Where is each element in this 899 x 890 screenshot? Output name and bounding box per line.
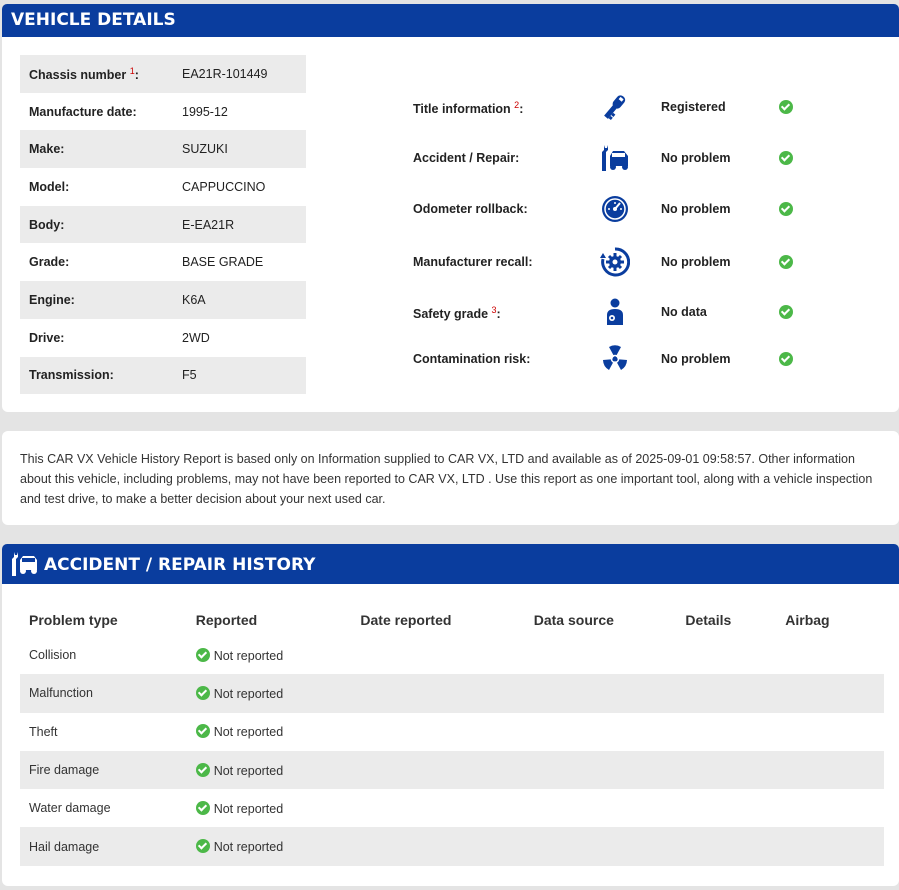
- spec-row: [20, 130, 306, 168]
- disclaimer-text: This CAR VX Vehicle History Report is based only on Information supplied to CAR VX, LTD and available as of 2025-09-01 09:58:57. Other information about this vehicle, including problems, may not have been reported to CAR VX, LTD . Use this report as one important tool, along with a vehicle inspection and test drive, to make a better decision about your next used car.: [20, 452, 873, 506]
- empty-cell: [525, 636, 677, 674]
- status-label-3: Manufacturer recall:: [413, 255, 533, 269]
- status-value: No data: [661, 305, 707, 319]
- spec-value: EA21R-101449: [182, 55, 306, 93]
- table-row: [20, 827, 884, 865]
- column-header: Date reported: [360, 612, 452, 628]
- empty-cell: [525, 674, 677, 712]
- status-value: No problem: [661, 352, 731, 366]
- column-header: Problem type: [29, 612, 118, 628]
- safety-person-icon: [600, 297, 630, 327]
- vehicle-details-card: [2, 4, 899, 412]
- spec-label: [20, 168, 182, 206]
- spec-row: [20, 93, 306, 131]
- footnote-ref[interactable]: 3: [491, 305, 497, 315]
- car-repair-icon: [10, 550, 38, 583]
- column-header: Data source: [533, 612, 614, 628]
- reported-status: Not reported: [187, 674, 352, 712]
- status-label-5: Contamination risk:: [413, 352, 531, 366]
- empty-cell: [351, 827, 524, 865]
- spec-row: [20, 357, 306, 395]
- accident-history-table: [20, 604, 884, 866]
- empty-cell: [776, 789, 884, 827]
- status-label: [413, 151, 519, 165]
- check-icon: [196, 686, 210, 700]
- problem-type: Theft: [29, 724, 58, 739]
- empty-cell: [676, 751, 776, 789]
- column-header: Details: [685, 612, 732, 628]
- spec-label-0: Chassis number: [29, 67, 127, 82]
- empty-cell: [776, 713, 884, 751]
- empty-cell: [776, 751, 884, 789]
- empty-cell: [525, 789, 677, 827]
- table-row: [20, 789, 884, 827]
- check-icon: [196, 839, 210, 853]
- spec-row: [20, 281, 306, 319]
- check-icon: [196, 724, 210, 738]
- reported-status: Not reported: [187, 636, 352, 674]
- status-row: [413, 194, 833, 224]
- empty-cell: [676, 827, 776, 865]
- empty-cell: [525, 827, 677, 865]
- status-label: Title information $^2$:: [413, 100, 524, 117]
- status-row: [413, 344, 833, 374]
- table-row: [20, 713, 884, 751]
- status-value: No problem: [661, 151, 731, 165]
- table-row: [20, 751, 884, 789]
- vehicle-details-title: VEHICLE DETAILS: [11, 10, 176, 30]
- table-row: [20, 636, 884, 674]
- check-icon: [779, 253, 793, 269]
- spec-label: [20, 281, 182, 319]
- reported-status: Not reported: [187, 827, 352, 865]
- check-icon: [196, 648, 210, 662]
- check-icon: [779, 350, 793, 366]
- status-label: [413, 352, 530, 366]
- check-icon: [196, 801, 210, 815]
- check-icon: [779, 200, 793, 216]
- status-row: [413, 297, 833, 327]
- empty-cell: [776, 827, 884, 865]
- table-row: [20, 674, 884, 712]
- spec-label: [20, 319, 182, 357]
- status-row: [413, 143, 833, 173]
- spec-value: 2WD: [182, 330, 210, 345]
- spec-row: [20, 168, 306, 206]
- status-label: Safety grade $^3$:: [413, 305, 501, 322]
- spec-value: CAPPUCCINO: [182, 179, 266, 194]
- empty-cell: [676, 789, 776, 827]
- status-value: No problem: [661, 255, 731, 269]
- empty-cell: [676, 674, 776, 712]
- status-label-0: Title information: [413, 102, 511, 117]
- spec-label-4: Body:: [29, 217, 65, 232]
- status-label: [413, 202, 528, 216]
- empty-cell: [525, 713, 677, 751]
- check-icon: [779, 98, 793, 114]
- check-icon: [779, 303, 793, 319]
- empty-cell: [351, 674, 524, 712]
- problem-type: Water damage: [29, 801, 111, 816]
- empty-cell: [676, 636, 776, 674]
- spec-value: E-EA21R: [182, 206, 306, 244]
- problem-type: Collision: [29, 648, 77, 663]
- footnote-ref[interactable]: 1: [129, 65, 135, 76]
- problem-type: Malfunction: [20, 674, 187, 712]
- status-value: No problem: [661, 202, 731, 216]
- spec-label: [20, 243, 182, 281]
- disclaimer-card: [2, 431, 899, 525]
- status-value: Registered: [661, 100, 726, 114]
- car-repair-icon: [600, 143, 630, 173]
- reported-status: Not reported: [187, 713, 352, 751]
- table-header-row: [20, 604, 884, 636]
- spec-row: [20, 55, 306, 93]
- spec-label-2: Make:: [29, 142, 65, 157]
- key-icon: [600, 92, 630, 122]
- check-icon: [196, 763, 210, 777]
- spec-label-5: Grade:: [29, 255, 70, 270]
- empty-cell: [776, 674, 884, 712]
- status-label-4: Safety grade: [413, 307, 489, 322]
- spec-value: K6A: [182, 281, 306, 319]
- spec-value: F5: [182, 357, 306, 395]
- empty-cell: [351, 636, 524, 674]
- spec-row: [20, 243, 306, 281]
- status-row: [413, 247, 833, 277]
- reported-status: Not reported: [187, 751, 352, 789]
- accident-history-header: [2, 544, 899, 584]
- spec-label-1: Manufacture date:: [29, 104, 137, 119]
- spec-value: BASE GRADE: [182, 255, 264, 270]
- footnote-ref[interactable]: 2: [514, 100, 520, 110]
- spec-label: [20, 206, 182, 244]
- spec-label-6: Engine:: [29, 292, 75, 307]
- accident-history-card: [2, 544, 899, 886]
- empty-cell: [351, 751, 524, 789]
- spec-label-8: Transmission:: [29, 368, 114, 383]
- accident-history-title: ACCIDENT / REPAIR HISTORY: [44, 555, 316, 575]
- status-label-2: Odometer rollback:: [413, 202, 528, 216]
- spec-label-7: Drive:: [29, 330, 65, 345]
- problem-type: Fire damage: [20, 751, 187, 789]
- spec-label-3: Model:: [29, 179, 70, 194]
- column-header: Airbag: [785, 612, 830, 628]
- check-icon: [779, 149, 793, 165]
- spec-value: SUZUKI: [182, 130, 306, 168]
- empty-cell: [351, 713, 524, 751]
- radiation-icon: [600, 344, 630, 374]
- column-header: Reported: [195, 612, 258, 628]
- empty-cell: [676, 713, 776, 751]
- spec-value: 1995-12: [182, 104, 228, 119]
- problem-type: Hail damage: [20, 827, 187, 865]
- recall-gear-icon: [600, 247, 630, 277]
- empty-cell: [525, 751, 677, 789]
- empty-cell: [351, 789, 524, 827]
- status-row: [413, 92, 833, 122]
- status-label-1: Accident / Repair:: [413, 151, 520, 165]
- spec-row: [20, 319, 306, 357]
- reported-status: Not reported: [187, 789, 352, 827]
- speedometer-icon: [600, 194, 630, 224]
- spec-row: [20, 206, 306, 244]
- vehicle-details-header: [2, 4, 899, 37]
- spec-table: [20, 55, 306, 394]
- empty-cell: [776, 636, 884, 674]
- spec-label: [20, 130, 182, 168]
- spec-label: [20, 93, 182, 131]
- spec-label: [20, 357, 182, 395]
- status-label: [413, 255, 532, 269]
- spec-label: Chassis number $^1$:: [20, 55, 182, 93]
